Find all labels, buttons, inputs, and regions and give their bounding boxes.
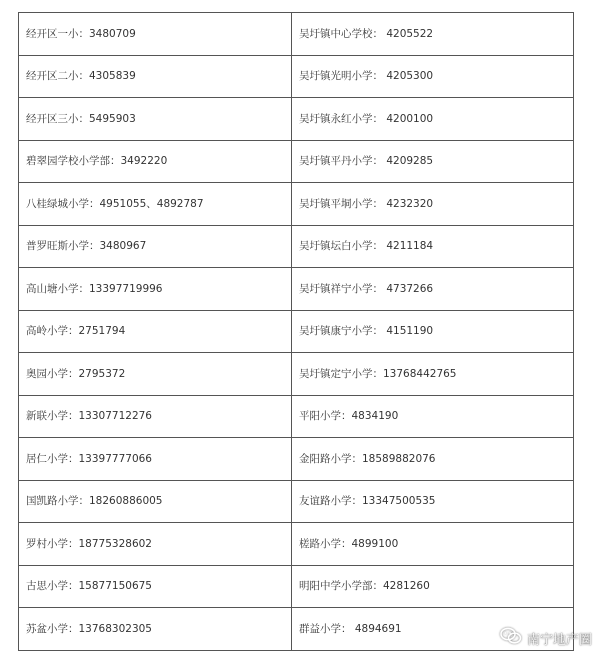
school-cell-right: 吴圩镇定宁小学：13768442765 — [292, 353, 574, 396]
school-cell-left: 苏盆小学：13768302305 — [19, 608, 292, 651]
table-row — [19, 13, 574, 56]
school-cell-left: 罗村小学：18775328602 — [19, 523, 292, 566]
school-cell-left: 经开区三小：5495903 — [19, 98, 292, 141]
school-cell-right: 吴圩镇康宁小学： 4151190 — [292, 310, 574, 353]
table-row — [19, 98, 574, 141]
school-cell-right: 吴圩镇平垌小学： 4232320 — [292, 183, 574, 226]
school-cell-right: 吴圩镇永红小学： 4200100 — [292, 98, 574, 141]
school-cell-left: 奥园小学：2795372 — [19, 353, 292, 396]
table-row — [19, 565, 574, 608]
school-cell-left: 经开区一小：3480709 — [19, 13, 292, 56]
school-cell-left: 经开区二小：4305839 — [19, 55, 292, 98]
watermark-text: 南宁地产圈 — [526, 632, 592, 648]
table-row — [19, 225, 574, 268]
table-row — [19, 523, 574, 566]
school-cell-left: 高山塘小学：13397719996 — [19, 268, 292, 311]
wechat-icon — [500, 627, 522, 649]
table-row — [19, 395, 574, 438]
school-cell-left: 国凯路小学：18260886005 — [19, 480, 292, 523]
table-row — [19, 183, 574, 226]
school-phone-table — [18, 12, 574, 651]
school-cell-right: 槎路小学：4899100 — [292, 523, 574, 566]
school-cell-left: 碧翠园学校小学部：3492220 — [19, 140, 292, 183]
table-row — [19, 353, 574, 396]
school-cell-right: 友谊路小学：13347500535 — [292, 480, 574, 523]
table-row — [19, 268, 574, 311]
school-cell-left: 古思小学：15877150675 — [19, 565, 292, 608]
school-cell-right: 吴圩镇祥宁小学： 4737266 — [292, 268, 574, 311]
table-row — [19, 140, 574, 183]
school-cell-right: 吴圩镇光明小学： 4205300 — [292, 55, 574, 98]
school-cell-left: 高岭小学：2751794 — [19, 310, 292, 353]
table-row — [19, 608, 574, 651]
table-row — [19, 438, 574, 481]
table-body — [19, 13, 574, 651]
school-cell-left: 新联小学：13307712276 — [19, 395, 292, 438]
school-cell-left: 普罗旺斯小学：3480967 — [19, 225, 292, 268]
school-cell-right: 平阳小学：4834190 — [292, 395, 574, 438]
table-row — [19, 480, 574, 523]
school-cell-right: 金阳路小学：18589882076 — [292, 438, 574, 481]
school-cell-right: 群益小学： 4894691 — [292, 608, 574, 651]
school-cell-right: 吴圩镇平丹小学： 4209285 — [292, 140, 574, 183]
watermark — [500, 627, 592, 649]
school-cell-right: 吴圩镇坛白小学： 4211184 — [292, 225, 574, 268]
table-row — [19, 55, 574, 98]
school-cell-left: 八桂绿城小学：4951055、4892787 — [19, 183, 292, 226]
school-cell-right: 吴圩镇中心学校： 4205522 — [292, 13, 574, 56]
table-row — [19, 310, 574, 353]
school-cell-right: 明阳中学小学部：4281260 — [292, 565, 574, 608]
school-cell-left: 居仁小学：13397777066 — [19, 438, 292, 481]
